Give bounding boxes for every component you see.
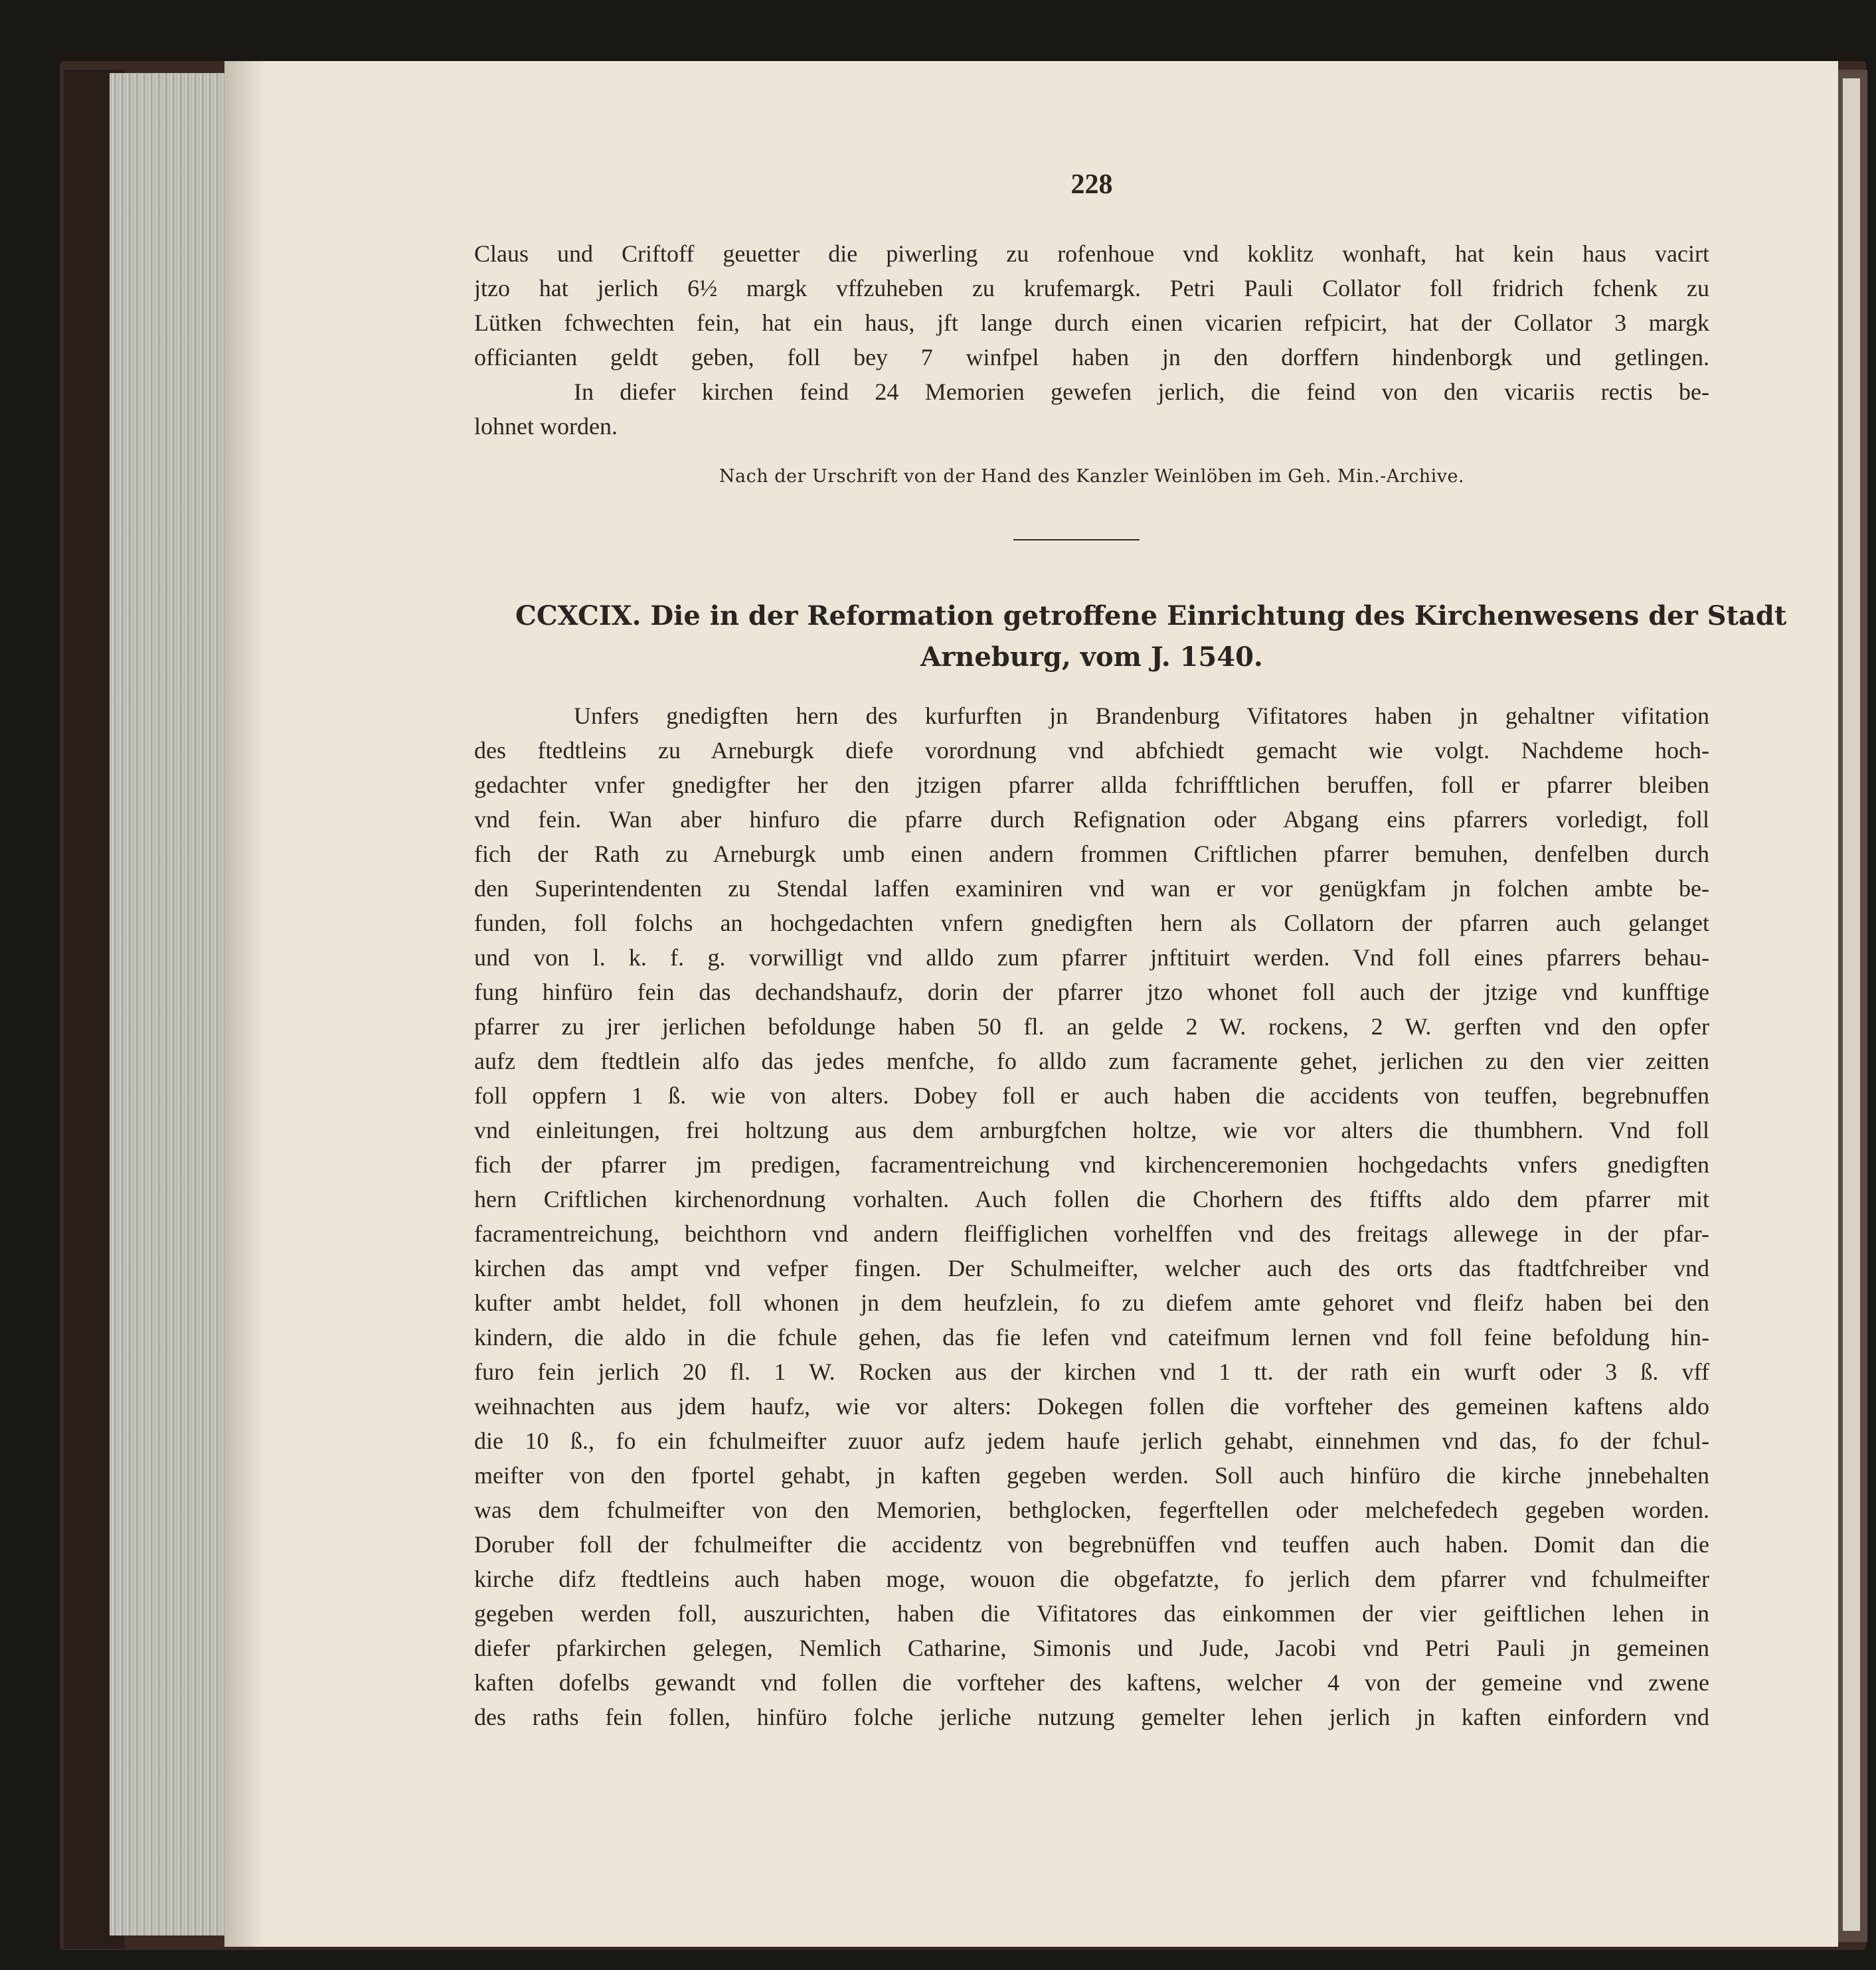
page-number: 228 xyxy=(1070,169,1113,200)
text-line: kindern, die aldo in die fchule gehen, das fie lefen vnd cateifmum lernen vnd foll feine befoldung hin- xyxy=(474,1324,1709,1351)
text-line: pfarrer zu jrer jerlichen befoldunge haben 50 fl. an gelde 2 W. rockens, 2 W. gerften vnd den opfer xyxy=(474,1013,1709,1040)
text-line: hern Criftlichen kirchenordnung vorhalten. Auch follen die Chorhern des ftiffts aldo dem pfarrer mit xyxy=(474,1186,1709,1212)
text-line: die 10 ß., fo ein fchulmeifter zuuor aufz jedem haufe jerlich gehabt, einnehmen vnd das, fo der fchul- xyxy=(474,1428,1709,1454)
text-line: den Superintendenten zu Stendal laffen examiniren vnd wan er vor genügkfam jn folchen ambte be- xyxy=(474,875,1709,902)
facing-page-sliver xyxy=(1843,78,1860,1931)
text-line: furo fein jerlich 20 fl. 1 W. Rocken aus der kirchen vnd 1 tt. der rath ein wurft oder 3 ß. vff xyxy=(474,1358,1709,1385)
section-heading: CCXCIX. Die in der Reformation getroffene Einrichtung des Kirchenwesens der Stadt xyxy=(515,600,1787,631)
text-line: funden, foll folchs an hochgedachten vnfern gnedigften hern als Collatorn der pfarren auch gelanget xyxy=(474,910,1709,936)
text-line: kirche difz ftedtleins auch haben moge, wouon die obgefatzte, fo jerlich dem pfarrer vnd fchulmeifter xyxy=(474,1566,1709,1592)
text-line: gegeben werden foll, auszurichten, haben die Vifitatores das einkommen der vier geiftlichen lehen in xyxy=(474,1600,1709,1627)
text-line: fich der Rath zu Arneburgk umb einen andern frommen Criftlichen pfarrer bemuhen, denfelben durch xyxy=(474,841,1709,867)
text-line: des ftedtleins zu Arneburgk diefe vorordnung vnd abfchiedt gemacht wie volgt. Nachdeme hoch- xyxy=(474,737,1709,764)
source-note: Nach der Urschrift von der Hand des Kanzler Weinlöben im Geh. Min.-Archive. xyxy=(719,466,1465,487)
text-line: meifter von den fportel gehabt, jn kaften gegeben werden. Soll auch hinfüro die kirche jnnebehalten xyxy=(474,1462,1709,1489)
section-heading-continued: Arneburg, vom J. 1540. xyxy=(920,641,1263,673)
text-line: weihnachten aus jdem haufz, wie vor alters: Dokegen follen die vorfteher des gemeinen kaftens aldo xyxy=(474,1393,1709,1420)
text-line: fich der pfarrer jm predigen, facramentreichung vnd kirchenceremonien hochgedachts vnfers gnedigften xyxy=(474,1151,1709,1178)
text-line: gedachter vnfer gnedigfter her den jtzigen pfarrer allda fchrifftlichen beruffen, foll er pfarrer bleiben xyxy=(474,772,1709,798)
text-line: und von l. k. f. g. vorwilligt vnd alldo zum pfarrer jnftituirt werden. Vnd foll eines pfarrers behau- xyxy=(474,944,1709,971)
text-line: Claus und Criftoff geuetter die piwerling zu rofenhoue vnd koklitz wonhaft, hat kein haus vacirt xyxy=(474,240,1709,267)
text-line: diefer pfarkirchen gelegen, Nemlich Catharine, Simonis und Jude, Jacobi vnd Petri Pauli jn gemeinen xyxy=(474,1635,1709,1661)
text-line: kufter ambt heldet, foll whonen jn dem heufzlein, fo zu diefem amte gehoret vnd fleifz haben bei den xyxy=(474,1289,1709,1316)
text-line: kirchen das ampt vnd vefper fingen. Der Schulmeifter, welcher auch des orts das ftadtfchreiber vnd xyxy=(474,1255,1709,1281)
text-line: officianten geldt geben, foll bey 7 winfpel haben jn den dorffern hindenborgk und getlingen. xyxy=(474,344,1709,370)
page-edges xyxy=(110,73,229,1935)
text-line: kaften dofelbs gewandt vnd follen die vorfteher des kaftens, welcher 4 von der gemeine vnd zwene xyxy=(474,1669,1709,1696)
text-line: In diefer kirchen feind 24 Memorien gewefen jerlich, die feind von den vicariis rectis be- xyxy=(574,378,1709,405)
text-line: foll oppfern 1 ß. wie von alters. Dobey foll er auch haben die accidents von teuffen, begrebnuffen xyxy=(474,1082,1709,1109)
text-line: facramentreichung, beichthorn vnd andern fleiffiglichen vorhelffen vnd des freitags allewege in der pfar- xyxy=(474,1220,1709,1247)
text-line: des raths fein follen, hinfüro folche jerliche nutzung gemelter lehen jerlich jn kaften einfordern vnd xyxy=(474,1704,1709,1730)
text-line: Lütken fchwechten fein, hat ein haus, jft lange durch einen vicarien refpicirt, hat der Collator 3 margk xyxy=(474,309,1709,336)
text-line: vnd einleitungen, frei holtzung aus dem arnburgfchen holtze, wie vor alters die thumbhern. Vnd foll xyxy=(474,1117,1709,1143)
text-line: fung hinfüro fein das dechandshaufz, dorin der pfarrer jtzo whonet foll auch der jtzige vnd kunfftige xyxy=(474,979,1709,1005)
text-line: vnd fein. Wan aber hinfuro die pfarre durch Refignation oder Abgang eins pfarrers vorledigt, foll xyxy=(474,806,1709,833)
text-line: lohnet worden. xyxy=(474,413,618,440)
text-line: jtzo hat jerlich 6½ margk vffzuheben zu krufemargk. Petri Pauli Collator foll fridrich fchenk zu xyxy=(474,275,1709,301)
text-line: aufz dem ftedtlein alfo das jedes menfche, fo alldo zum facramente gehet, jerlichen zu den vier zeitten xyxy=(474,1048,1709,1074)
text-line: Doruber foll der fchulmeifter die accidentz von begrebnüffen vnd teuffen auch haben. Domit dan die xyxy=(474,1531,1709,1558)
text-line: Unfers gnedigften hern des kurfurften jn Brandenburg Vifitatores haben jn gehaltner vifitation xyxy=(574,702,1709,729)
text-line: was dem fchulmeifter von den Memorien, bethglocken, fegerftellen oder melchefedech gegeben worden. xyxy=(474,1497,1709,1523)
section-divider xyxy=(1013,539,1140,540)
